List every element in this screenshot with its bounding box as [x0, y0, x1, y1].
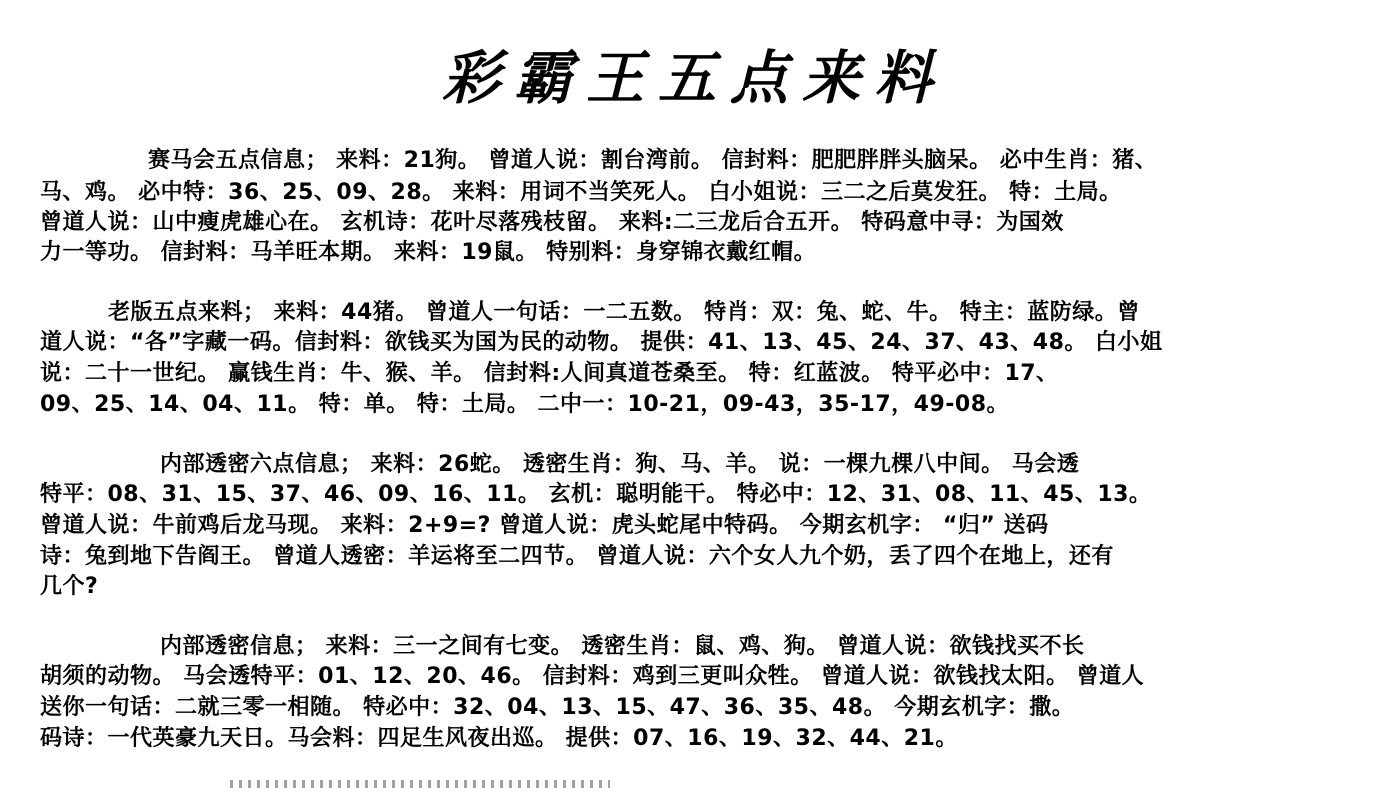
text-line: 道人说：“各”字藏一码。信封料：欲钱买为国为民的动物。 提供：41、13、45、24、37、43、48。 白小姐 — [40, 330, 1163, 355]
text-line: 几个? — [40, 574, 99, 599]
text-line: 送你一句话：二就三零一相随。 特必中：32、04、13、15、47、36、35、48。 今期玄机字：撒。 — [40, 695, 1075, 720]
text-line: 内部透密信息； 来料：三一之间有七变。 透密生肖：鼠、鸡、狗。 曾道人说：欲钱找买不长 — [160, 634, 1085, 659]
page-title: 彩霸王五点来料 — [441, 44, 946, 112]
text-line: 内部透密六点信息； 来料：26蛇。 透密生肖：狗、马、羊。 说：一棵九棵八中间。 马会透 — [160, 452, 1080, 477]
text-line: 力一等功。 信封料：马羊旺本期。 来料：19鼠。 特别料：身穿锦衣戴红帽。 — [40, 240, 817, 265]
text-line: 特平：08、31、15、37、46、09、16、11。 玄机：聪明能干。 特必中：12、31、08、11、45、13。 — [40, 482, 1152, 507]
text-line: 诗：兔到地下告阎王。 曾道人透密：羊运将至二四节。 曾道人说：六个女人九个奶，丢了四个在地上，还有 — [40, 544, 1114, 569]
text-line: 马、鸡。 必中特：36、25、09、28。 来料：用词不当笑死人。 白小姐说：三二之后莫发狂。 特：土局。 — [40, 180, 1122, 205]
text-line: 胡须的动物。 马会透特平：01、12、20、46。 信封料：鸡到三更叫众牲。 曾道人说：欲钱找太阳。 曾道人 — [40, 664, 1145, 689]
text-line: 赛马会五点信息； 来料：21狗。 曾道人说：割台湾前。 信封料：肥肥胖胖头脑呆。 必中生肖：猪、 — [148, 148, 1158, 173]
text-line: 码诗：一代英豪九天日。马会料：四足生风夜出巡。 提供：07、16、19、32、44、21。 — [40, 726, 958, 751]
text-line: 09、25、14、04、11。 特：单。 特：土局。 二中一：10-21，09-43，35-17，49-08。 — [40, 392, 1010, 417]
text-line: 说：二十一世纪。 赢钱生肖：牛、猴、羊。 信封料:人间真道苍桑至。 特：红蓝波。 特平必中：17、 — [40, 361, 1059, 386]
text-line: 曾道人说：山中瘦虎雄心在。 玄机诗：花叶尽落残枝留。 来料:二三龙后合五开。 特码意中寻：为国效 — [40, 210, 1064, 235]
scan-noise — [230, 780, 610, 788]
text-line: 老版五点来料； 来料：44猪。 曾道人一句话：一二五数。 特肖：双：兔、蛇、牛。 特主：蓝防绿。曾 — [108, 300, 1140, 325]
text-line: 曾道人说：牛前鸡后龙马现。 来料：2+9=? 曾道人说：虎头蛇尾中特码。 今期玄机字： “归” 送码 — [40, 513, 1049, 538]
